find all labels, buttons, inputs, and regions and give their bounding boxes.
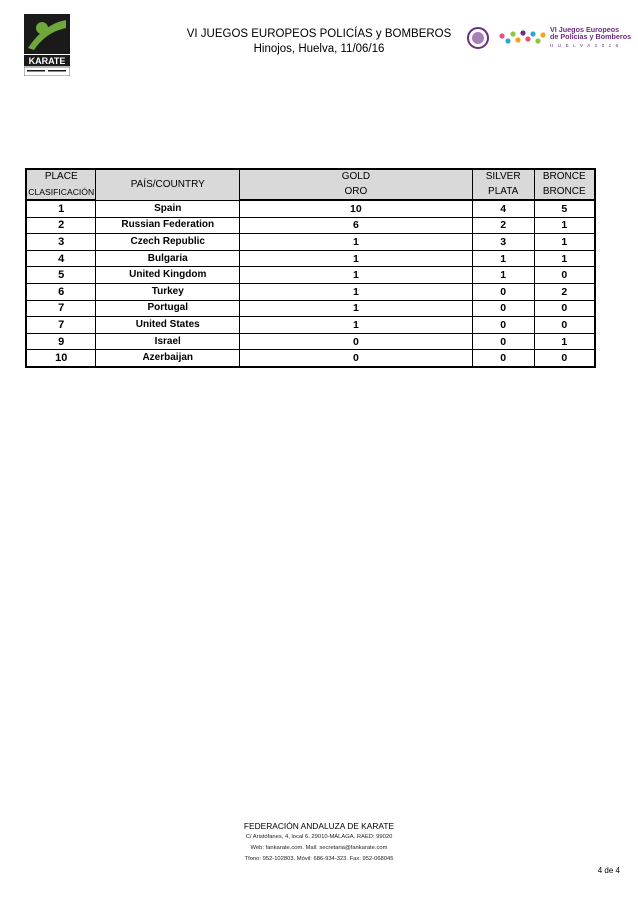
place-cell: 7 <box>26 317 96 334</box>
header-oro: ORO <box>240 185 473 201</box>
gold-cell: 1 <box>240 250 473 267</box>
silver-cell: 0 <box>472 283 534 300</box>
country-cell: Bulgaria <box>96 250 240 267</box>
country-cell: United States <box>96 317 240 334</box>
table-row <box>26 300 595 317</box>
place-cell: 3 <box>26 234 96 251</box>
silver-cell: 1 <box>472 267 534 284</box>
gold-cell: 10 <box>240 200 473 217</box>
place-cell: 9 <box>26 333 96 350</box>
table-row <box>26 217 595 234</box>
place-cell: 7 <box>26 300 96 317</box>
bronze-cell: 0 <box>534 267 595 284</box>
table-row <box>26 333 595 350</box>
country-cell: Azerbaijan <box>96 350 240 367</box>
table-row <box>26 250 595 267</box>
place-cell: 1 <box>26 200 96 217</box>
place-cell: 4 <box>26 250 96 267</box>
place-cell: 5 <box>26 267 96 284</box>
bronze-cell: 0 <box>534 350 595 367</box>
silver-cell: 4 <box>472 200 534 217</box>
footer-organization: FEDERACIÓN ANDALUZA DE KARATE <box>243 821 395 831</box>
country-cell: Spain <box>96 200 240 217</box>
table-row <box>26 283 595 300</box>
silver-cell: 0 <box>472 317 534 334</box>
silver-cell: 3 <box>472 234 534 251</box>
country-cell: United Kingdom <box>96 267 240 284</box>
games-logo-line2: de Policías y Bomberos <box>550 32 632 41</box>
silver-cell: 0 <box>472 350 534 367</box>
games-logo <box>466 24 632 54</box>
silver-cell: 1 <box>472 250 534 267</box>
gold-cell: 0 <box>240 333 473 350</box>
silver-cell: 0 <box>472 300 534 317</box>
svg-text:KARATE: KARATE <box>28 56 66 66</box>
silver-cell: 0 <box>472 333 534 350</box>
games-logo-line1: VI Juegos Europeos <box>550 25 620 34</box>
country-cell: Russian Federation <box>96 217 240 234</box>
gold-cell: 1 <box>240 300 473 317</box>
gold-cell: 0 <box>240 350 473 367</box>
event-subtitle: Hinojos, Huelva, 11/06/16 <box>253 43 385 55</box>
gold-cell: 1 <box>240 317 473 334</box>
header-silver: SILVER <box>472 169 534 185</box>
bronze-cell: 1 <box>534 234 595 251</box>
place-cell: 6 <box>26 283 96 300</box>
header-country: PAÍS/COUNTRY <box>96 169 240 200</box>
country-cell: Turkey <box>96 283 240 300</box>
bronze-cell: 0 <box>534 317 595 334</box>
header-bronce: BRONCE <box>534 169 595 185</box>
header-bronce-es: BRONCE <box>534 185 595 201</box>
table-row <box>26 234 595 251</box>
header-place: PLACE <box>26 169 96 185</box>
country-cell: Czech Republic <box>96 234 240 251</box>
bronze-cell: 1 <box>534 333 595 350</box>
header-gold: GOLD <box>240 169 473 185</box>
table-row <box>26 267 595 284</box>
footer-address: C/ Aristófanes, 4, local 6. 29010-MÁLAGA. RAED: 99020 <box>245 834 393 840</box>
gold-cell: 1 <box>240 234 473 251</box>
footer-phone: Tfono: 952-102803. Móvil: 686-934-323. Fax: 952-068045 <box>244 856 394 862</box>
table-row <box>26 317 595 334</box>
event-title: VI JUEGOS EUROPEOS POLICÍAS y BOMBEROS <box>186 28 452 40</box>
medal-table <box>25 168 596 368</box>
bronze-cell: 1 <box>534 250 595 267</box>
games-logo-line3: H U E L V A 2 0 1 6 <box>550 43 620 48</box>
page-number: 4 de 4 <box>597 866 620 875</box>
footer-web: Web: fankarate.com. Mail: secretaria@fankarate.com <box>250 845 388 851</box>
gold-cell: 6 <box>240 217 473 234</box>
silver-cell: 2 <box>472 217 534 234</box>
header-plata: PLATA <box>472 185 534 201</box>
table-row <box>26 350 595 367</box>
gold-cell: 1 <box>240 267 473 284</box>
header-clasificacion: CLASIFICACIÓN <box>26 185 96 201</box>
place-cell: 10 <box>26 350 96 367</box>
bronze-cell: 2 <box>534 283 595 300</box>
country-cell: Israel <box>96 333 240 350</box>
table-row <box>26 200 595 217</box>
place-cell: 2 <box>26 217 96 234</box>
bronze-cell: 1 <box>534 217 595 234</box>
bronze-cell: 0 <box>534 300 595 317</box>
gold-cell: 1 <box>240 283 473 300</box>
footer <box>0 820 638 865</box>
country-cell: Portugal <box>96 300 240 317</box>
bronze-cell: 5 <box>534 200 595 217</box>
